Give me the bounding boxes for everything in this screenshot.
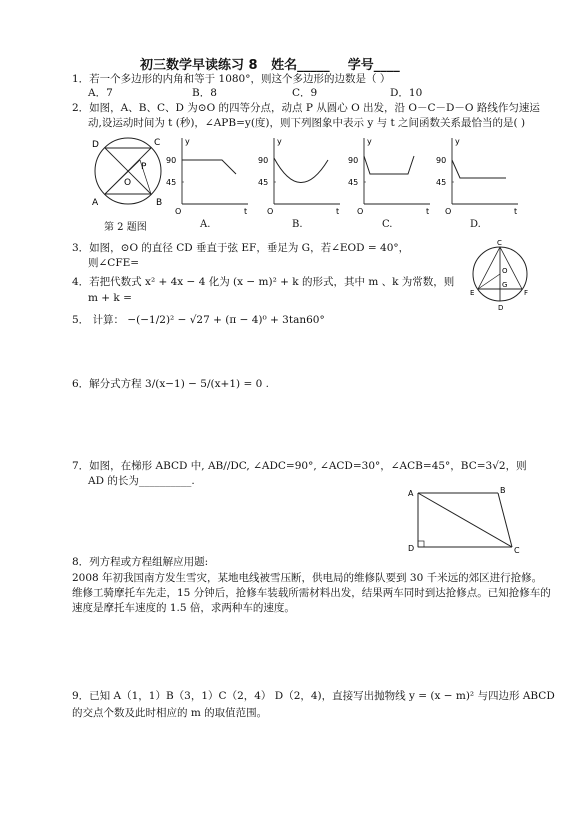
q2-graph-tick-90: 90 [166,156,177,165]
q3-label-e: E [470,289,475,297]
question-5-text: 5． 计算： −(−1/2)² − √27 + (π − 4)⁰ + 3tan60° [72,314,325,326]
q2-graph-curve [364,156,414,174]
q2-graph-tick-45: 45 [436,178,447,187]
question-4-line1: 4．若把代数式 x² + 4x − 4 化为 (x − m)² + k 的形式，其中 m 、k 为常数，则 [72,276,455,288]
q2-graph-origin: O [175,207,182,216]
q2-graph-tick-90: 90 [258,156,269,165]
q2-graph-t-label: t [336,207,340,216]
q7-label-a: A [408,489,414,498]
q7-label-b: B [500,486,506,495]
q1-option-d[interactable]: D．10 [390,87,423,99]
q2-graph-origin: O [357,207,364,216]
q2-graph-tick-45: 45 [166,178,177,187]
q2-graph-curve [182,160,236,174]
q2-graph-curve [452,160,506,178]
q7-label-c: C [514,546,520,555]
question-8-heading: 8．列方程或方程组解应用题: [72,556,209,568]
q2-label-b: B [156,198,163,208]
q2-graph-t-label: t [244,207,248,216]
q3-label-g: G [502,281,508,289]
q2-graph-label-a[interactable]: A. [200,219,211,230]
worksheet-title: 初三数学早读练习 8 [140,58,258,73]
q2-label-o: O [124,178,132,188]
question-3-line2: 则∠CFE= [88,257,140,269]
q2-graph-label-b[interactable]: B. [292,219,303,230]
name-blank[interactable]: _____ [297,58,330,73]
q2-figure-caption: 第 2 题图 [104,222,147,233]
id-label: 学号 [347,58,374,73]
question-8-body: 2008 年初我国南方发生雪灾，某地电线被雪压断，供电局的维修队要到 30 千米远的郊区进行抢修。维修工骑摩托车先走，15 分钟后，抢修车装载所需材料出发，结果两车同时到达抢修点。已知抢修车的速度是摩托车速度的 1.5 倍，求两种车的速度。 [72,572,551,614]
q2-graph-curve [274,158,328,183]
q2-label-a: A [92,198,99,208]
q2-graph-label-d[interactable]: D. [470,219,481,230]
name-label: 姓名 [271,58,298,73]
question-2-line2: 动,设运动时间为 t (秒)，∠APB=y(度)，则下列图象中表示 y 与 t 之间函数关系最恰当的是( ) [88,117,526,129]
question-7-line2: AD 的长为__________. [88,475,195,487]
q2-label-p: P [141,162,147,172]
q7-label-d: D [408,544,415,553]
q2-graph-y-label: y [277,137,282,146]
q2-graph-tick-90: 90 [436,156,447,165]
q2-answer-graphs [160,134,580,216]
question-1-text: 1．若一个多边形的内角和等于 1080°，则这个多边形的边数是（ ） [72,73,391,85]
q2-graph-tick-45: 45 [258,178,269,187]
q1-option-b[interactable]: B．8 [192,87,217,99]
q3-label-f: F [524,289,529,297]
q2-label-d: D [92,140,99,150]
q2-label-c: C [154,138,161,148]
question-4-line2: m + k = [88,292,132,304]
page-title [140,54,400,73]
q2-circle-figure [88,133,170,213]
q3-circle-figure [465,237,535,317]
q2-graph-tick-45: 45 [348,178,359,187]
q2-graph-origin: O [267,207,274,216]
q2-graph-t-label: t [426,207,430,216]
q2-graph-t-label: t [514,207,518,216]
q1-option-c[interactable]: C．9 [292,87,318,99]
q2-graph-origin: O [445,207,452,216]
q2-graph-y-label: y [455,137,460,146]
q2-graph-label-c[interactable]: C. [382,219,393,230]
q1-option-a[interactable]: A．7 [88,87,113,99]
question-2-line1: 2．如图，A、B、C、D 为⊙O 的四等分点，动点 P 从圆心 O 出发，沿 O－C－D－O 路线作匀速运 [72,102,540,114]
q7-trapezoid-figure [404,485,524,557]
question-3-line1: 3．如图，⊙O 的直径 CD 垂直于弦 EF，垂足为 G，若∠EOD = 40°， [72,242,410,254]
question-6-text: 6．解分式方程 3/(x−1) − 5/(x+1) = 0 . [72,378,269,390]
q2-graph-y-label: y [367,137,372,146]
question-9-line1: 9．已知 A（1，1）B（3，1）C（2，4） D（2，4)，直接写出抛物线 y = (x − m)² 与四边形 ABCD [72,690,555,702]
id-blank[interactable]: ____ [373,58,400,73]
q3-label-o: O [502,267,508,275]
q2-graph-tick-90: 90 [348,156,359,165]
q2-graph-y-label: y [185,137,190,146]
q3-label-c: C [497,239,502,247]
q3-label-d: D [498,304,504,312]
question-7-line1: 7．如图，在梯形 ABCD 中, AB//DC, ∠ADC=90°, ∠ACD=30°，∠ACB=45°，BC=3√2，则 [72,460,527,472]
question-9-line2: 的交点个数及此时相应的 m 的取值范围。 [72,707,268,719]
